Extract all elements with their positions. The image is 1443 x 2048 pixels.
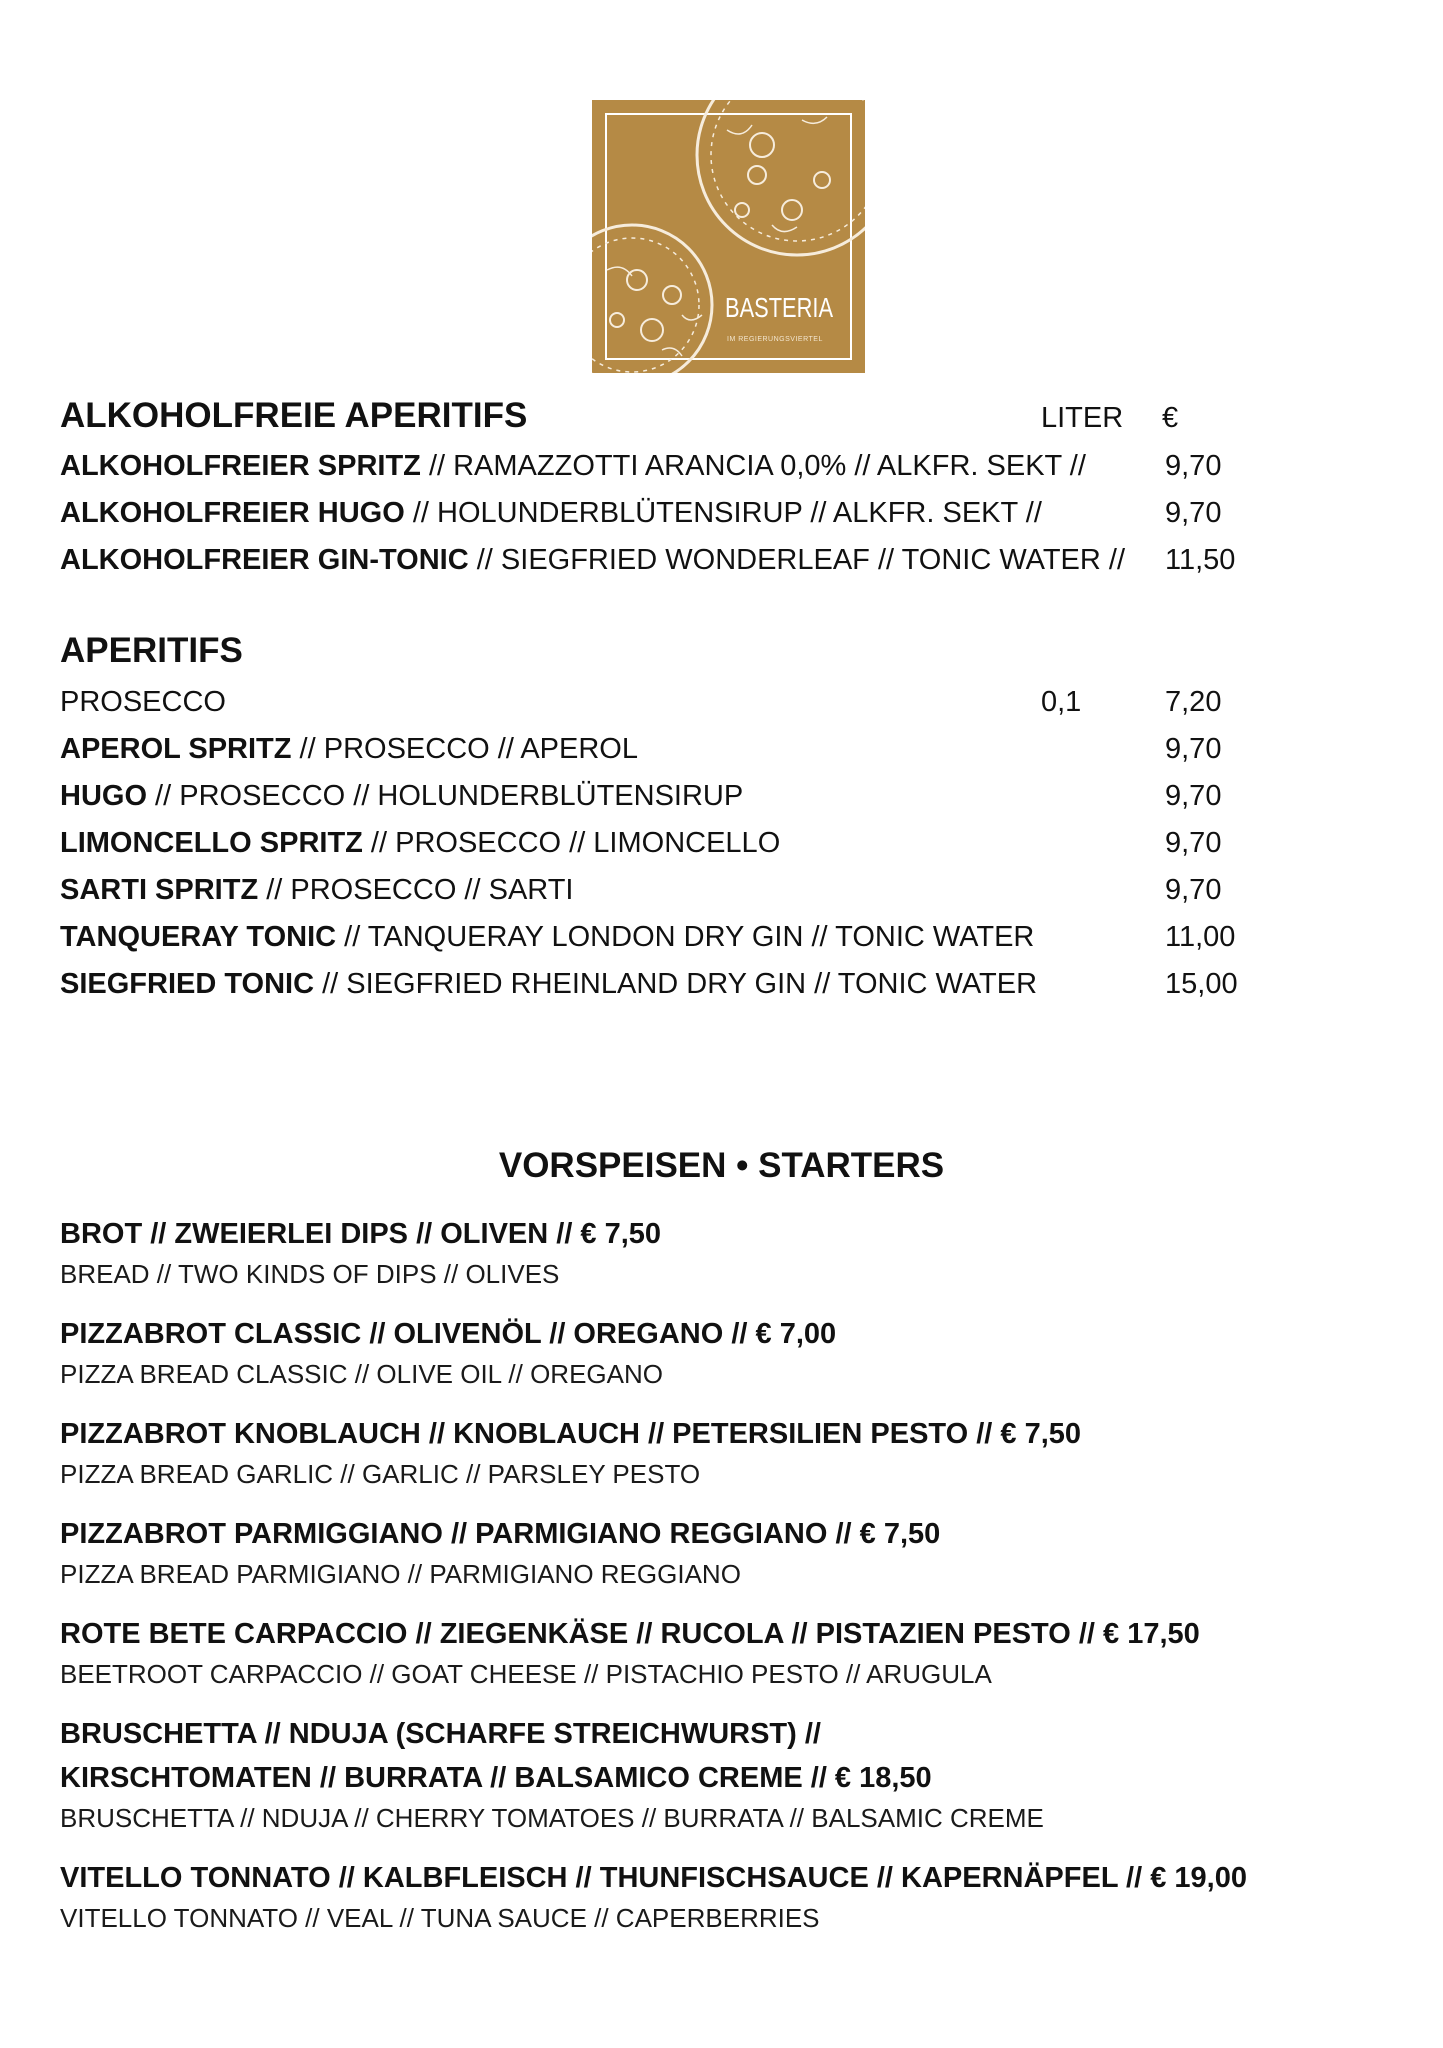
item-price: 9,70 (1165, 733, 1222, 765)
list-item (60, 544, 1260, 586)
item-name: SARTI SPRITZ (60, 874, 259, 906)
list-item (60, 780, 1260, 822)
list-item (60, 874, 1260, 916)
item-volume: 0,1 (1041, 686, 1082, 718)
item-translation: PIZZA BREAD PARMIGIANO // PARMIGIANO REGGIANO (60, 1559, 741, 1589)
item-name: ALKOHOLFREIER HUGO (60, 497, 405, 529)
item-name: ALKOHOLFREIER SPRITZ (60, 450, 421, 482)
item-translation: VITELLO TONNATO // VEAL // TUNA SAUCE // CAPERBERRIES (60, 1903, 820, 1933)
list-item (60, 733, 1260, 775)
section-title-alkoholfrei: ALKOHOLFREIE APERITIFS (60, 396, 528, 435)
item-description: // HOLUNDERBLÜTENSIRUP // ALKFR. SEKT // (404, 497, 1042, 529)
list-item (60, 686, 1260, 728)
item-price: 9,70 (1165, 874, 1222, 906)
item-translation: PIZZA BREAD CLASSIC // OLIVE OIL // OREGANO (60, 1359, 663, 1389)
column-header-price: € (1162, 402, 1179, 434)
list-item (60, 921, 1260, 963)
item-translation: BREAD // TWO KINDS OF DIPS // OLIVES (60, 1259, 560, 1289)
item-name: ALKOHOLFREIER GIN-TONIC (60, 544, 469, 576)
item-description: // SIEGFRIED RHEINLAND DRY GIN // TONIC WATER (314, 968, 1038, 1000)
item-name: VITELLO TONNATO // KALBFLEISCH // THUNFISCHSAUCE // KAPERNÄPFEL // € 19,00 (60, 1862, 1247, 1894)
list-item (60, 1612, 1400, 1692)
item-description: // PROSECCO // HOLUNDERBLÜTENSIRUP (147, 780, 744, 812)
item-name: APEROL SPRITZ (60, 733, 292, 765)
item-name-line2: KIRSCHTOMATEN // BURRATA // BALSAMICO CREME // € 18,50 (60, 1762, 932, 1794)
item-price: 9,70 (1165, 497, 1222, 529)
list-item (60, 1712, 1400, 1836)
item-name: SIEGFRIED TONIC (60, 968, 315, 1000)
item-name: HUGO (60, 780, 147, 812)
item-description: // PROSECCO // LIMONCELLO (362, 827, 781, 859)
item-translation: PIZZA BREAD GARLIC // GARLIC // PARSLEY PESTO (60, 1459, 701, 1489)
section-title-starters: VORSPEISEN • STARTERS (498, 1146, 945, 1185)
item-price: 11,00 (1165, 921, 1236, 953)
item-price: 9,70 (1165, 827, 1222, 859)
item-name: LIMONCELLO SPRITZ (60, 827, 363, 859)
column-header-liter: LITER (1041, 402, 1124, 434)
pizza-illustration-icon (592, 100, 865, 373)
list-item (60, 1512, 1400, 1592)
item-price: 7,20 (1165, 686, 1222, 718)
item-description: // SIEGFRIED WONDERLEAF // TONIC WATER // (468, 544, 1126, 576)
list-item (60, 1856, 1400, 1936)
item-price: 15,00 (1165, 968, 1238, 1000)
item-price: 9,70 (1165, 450, 1222, 482)
item-description: // RAMAZZOTTI ARANCIA 0,0% // ALKFR. SEKT // (420, 450, 1086, 482)
item-description: // PROSECCO // APEROL (291, 733, 638, 765)
item-description: // TANQUERAY LONDON DRY GIN // TONIC WATER (336, 921, 1035, 953)
list-item (60, 827, 1260, 869)
item-name: ROTE BETE CARPACCIO // ZIEGENKÄSE // RUCOLA // PISTAZIEN PESTO // € 17,50 (60, 1618, 1200, 1650)
item-translation: BRUSCHETTA // NDUJA // CHERRY TOMATOES // BURRATA // BALSAMIC CREME (60, 1803, 1044, 1833)
list-item (60, 1212, 1400, 1292)
logo-name: BASTERIA (725, 292, 834, 323)
list-item (60, 450, 1260, 492)
list-item (60, 1412, 1400, 1492)
item-translation: BEETROOT CARPACCIO // GOAT CHEESE // PISTACHIO PESTO // ARUGULA (60, 1659, 992, 1689)
list-item (60, 497, 1260, 539)
restaurant-logo (592, 100, 865, 373)
item-price: 11,50 (1165, 544, 1236, 576)
item-name: BROT // ZWEIERLEI DIPS // OLIVEN // € 7,50 (60, 1218, 662, 1250)
item-name: PIZZABROT KNOBLAUCH // KNOBLAUCH // PETERSILIEN PESTO // € 7,50 (60, 1418, 1082, 1450)
item-name: PIZZABROT PARMIGGIANO // PARMIGIANO REGGIANO // € 7,50 (60, 1518, 941, 1550)
item-name: PIZZABROT CLASSIC // OLIVENÖL // OREGANO // € 7,00 (60, 1318, 837, 1350)
item-description: // PROSECCO // SARTI (258, 874, 574, 906)
item-description: PROSECCO (60, 686, 226, 718)
item-price: 9,70 (1165, 780, 1222, 812)
item-name: TANQUERAY TONIC (60, 921, 337, 953)
list-item (60, 968, 1260, 1010)
list-item (60, 1312, 1400, 1392)
section-title-aperitifs: APERITIFS (60, 631, 243, 670)
logo-subtitle: IM REGIERUNGSVIERTEL (727, 336, 823, 343)
item-name: BRUSCHETTA // NDUJA (SCHARFE STREICHWURST) // (60, 1718, 821, 1750)
